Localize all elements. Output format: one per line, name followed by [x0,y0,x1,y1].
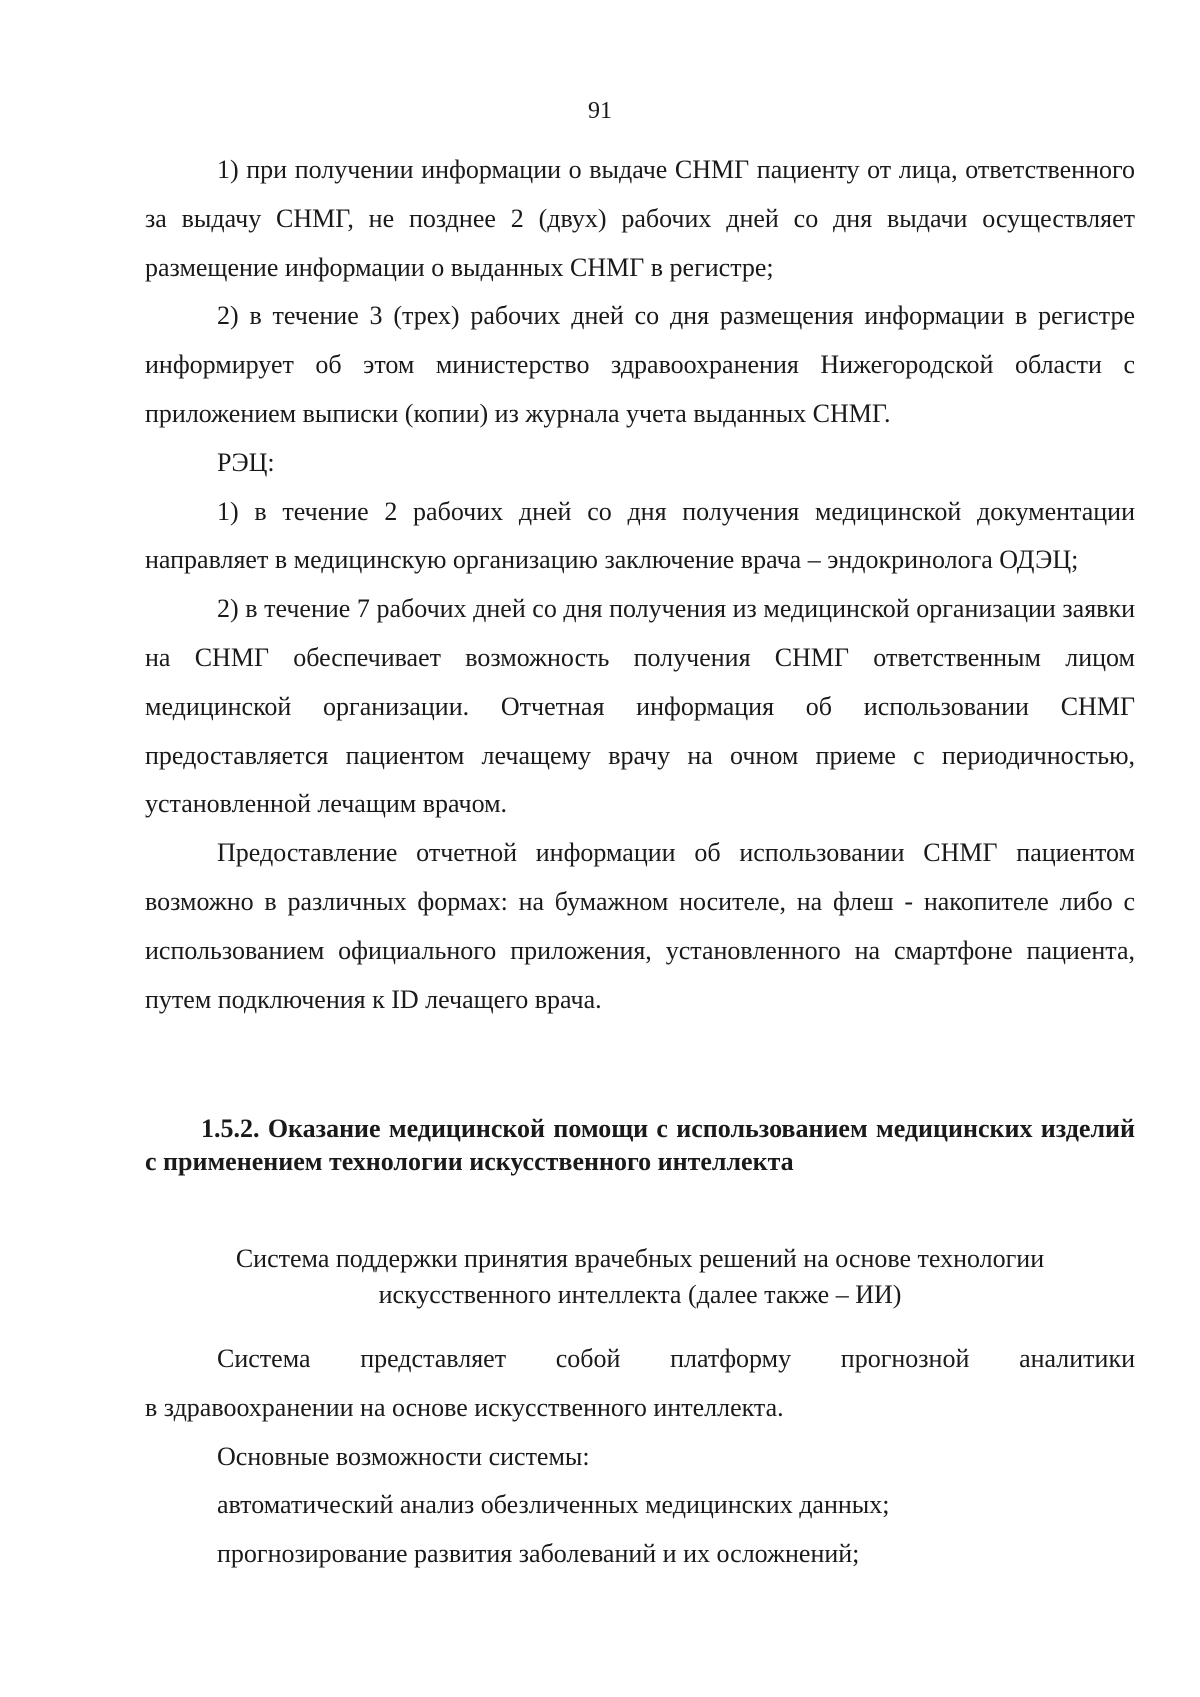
intro-word: аналитики [1019,1344,1135,1373]
subtitle-line-2: искусственного интеллекта (далее также – ИИ) [378,1280,902,1309]
body-text-top [145,146,1135,1024]
section-heading: 1.5.2. Оказание медицинской помощи с использованием медицинских изделий с применением технологии искусственного интеллекта [145,1114,1135,1176]
capability-item: прогнозирование развития заболеваний и их осложнений; [217,1539,860,1569]
system-intro-continuation: в здравоохранении на основе искусственного интеллекта. [145,1392,784,1422]
capability-item: автоматический анализ обезличенных медицинских данных; [217,1490,890,1520]
paragraph-rec-label: РЭЦ: [217,447,275,477]
paragraph-item-1: 1) при получении информации о выдаче СНМГ пациенту от лица, ответственного за выдачу СНМГ, не позднее 2 (двух) рабочих дней со дня выдачи осуществляет размещение информации о выданных СНМГ в регистре; [145,155,1135,282]
intro-word: представляет [360,1344,507,1373]
intro-word: Система [217,1344,311,1373]
body-text-bottom [145,1335,1135,1579]
intro-word: собой [555,1344,621,1373]
page-number: 91 [588,98,612,124]
subtitle-line-1: Система поддержки принятия врачебных решений на основе технологии [235,1244,1045,1273]
capabilities-title: Основные возможности системы: [217,1441,590,1471]
paragraph-item-2: 2) в течение 3 (трех) рабочих дней со дня размещения информации в регистре информирует об этом министерство здравоохранения Нижегородской области с приложением выписки (копии) из журнала учета выданных СНМГ. [145,301,1135,428]
system-intro-line [145,1335,1135,1384]
intro-word: прогнозной [840,1344,970,1373]
paragraph-rec-item-1: 1) в течение 2 рабочих дней со дня получения медицинской документации направляет в медицинскую организацию заключение врача – эндокринолога ОДЭЦ; [145,496,1135,575]
section-subtitle [145,1241,1135,1313]
paragraph-rec-item-2: 2) в течение 7 рабочих дней со дня получения из медицинской организации заявки на СНМГ обеспечивает возможность получения СНМГ ответственным лицом медицинской организации. Отчетная информация об использовании СНМГ предоставляется пациентом лечащему врачу на очном приеме с периодичностью, установленной лечащим врачом. [145,594,1135,819]
intro-word: платформу [670,1344,792,1373]
paragraph-report-forms: Предоставление отчетной информации об использовании СНМГ пациентом возможно в различных формах: на бумажном носителе, на флеш - накопителе либо с использованием официального приложения, установленного на смартфоне пациента, путем подключения к ID лечащего врача. [145,838,1135,1014]
